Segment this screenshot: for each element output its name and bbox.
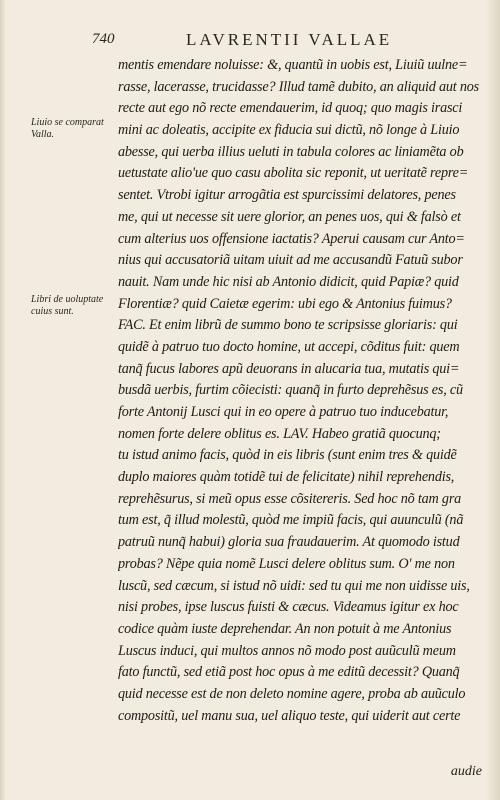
text-line: abesse, qui uerba illius ueluti in tabula colores ac liniamẽta ob: [118, 143, 464, 160]
text-line: nauit. Nam unde hic nisi ab Antonio didicit, quid Papiæ? quid: [118, 273, 459, 290]
page-number: 740: [92, 31, 115, 47]
text-line: quidẽ à patruo tuo docto homine, ut accepi, cõditus fuit: quem: [118, 338, 460, 355]
text-line: tum est, q̃ illud molestũ, quòd me impiũ facis, qui auunculũ (nã: [118, 512, 464, 529]
text-line: duplo maiores quàm totidẽ tui de felicitate) nihil reprehendis,: [118, 469, 455, 486]
text-line: mentis emendare noluisse: &, quantũ in uobis est, Liuiũ uulne=: [118, 57, 468, 73]
text-line: codice quàm iuste deprehendar. An non potuit à me Antonius: [118, 620, 452, 637]
text-line: reprehẽsurus, si meũ opus esse cõsitereris. Sed hoc nõ tam gra: [118, 490, 462, 507]
text-line: mini ac doleatis, accipite ex fiducia sui dictũ, nõ longe à Liuio: [118, 122, 460, 139]
text-line: luscũ, sed cæcum, si istud nõ uidi: sed tu qui me non uidisse uis,: [118, 577, 470, 594]
margin-notes: [0, 0, 120, 800]
text-line: uetustate alio'ue quo casu abolita sic reponit, ut ueritatẽ repre=: [118, 165, 469, 182]
text-line: compositũ, uel manu sua, uel aliquo teste, qui uiderit aut certe: [118, 707, 461, 724]
text-line: fato functũ, sed etiã post hoc opus à me editũ decessit? Quanq̃: [118, 664, 460, 681]
body-text: [118, 55, 483, 727]
running-title: LAVRENTII VALLAE: [186, 30, 393, 49]
text-line: me, qui ut necesse sit uere glorior, an penes uos, qui & falsò et: [118, 208, 461, 225]
text-line: tanq̃ fucus labores apũ deuorans in alucaria tua, mutatis qui=: [118, 360, 460, 377]
catchword: audie: [450, 764, 482, 779]
text-line: quid necesse est de non deleto nomine agere, proba ab auũculo: [118, 685, 466, 702]
text-line: FAC. Et enim librũ de summo bono te scripsisse gloriaris: qui: [118, 317, 458, 334]
text-line: probas? Nẽpe quia nomẽ Lusci delere oblitus sum. O' me non: [118, 555, 455, 572]
text-line: forte Antonij Lusci qui in eo opere à patruo tuo inducebatur,: [118, 404, 449, 420]
page-header: [92, 30, 487, 54]
text-line: nisi probes, ipse luscus fuisti & cæcus. Videamus igitur ex hoc: [118, 599, 459, 616]
margin-note: Liuio se comparat Valla.: [31, 117, 104, 140]
text-line: rasse, lacerasse, trucidasse? Illud tamẽ dubito, an aliquid aut nos: [118, 78, 479, 95]
gutter-shadow: [486, 0, 500, 800]
text-line: patruũ nunq̃ habui) gloria sua fraudauerim. At quomodo istud: [118, 534, 460, 551]
text-line: sentet. Vtrobi igitur arrogãtia est spurcissimi delatores, penes: [118, 187, 456, 204]
text-line: nius qui accusatoriã uitam uiuit ad me accusandũ Fatuũ subor: [118, 252, 463, 269]
text-line: recte aut ego nõ recte emendauerim, id quoq; quo magis irasci: [118, 100, 463, 117]
text-line: cum alterius uos offensione iactatis? Aperui causam cur Anto=: [118, 230, 465, 247]
margin-note: Libri de uoluptate cuius sunt.: [31, 294, 104, 317]
text-line: Florentiæ? quid Caietæ egerim: ubi ego & Antonius fuimus?: [118, 295, 452, 312]
text-line: tu istud animo facis, quòd in eis libris (sunt enim tres & quidẽ: [118, 447, 457, 464]
text-line: busdã uerbis, furtim cõiecisti: quanq̃ in furto deprehẽsus es, cũ: [118, 382, 463, 399]
text-line: Luscus induci, qui multos annos nõ modo post auũculũ meum: [118, 642, 456, 659]
text-line: nomen forte delere oblitus es. LAV. Habeo gratiã quocunq;: [118, 425, 441, 442]
